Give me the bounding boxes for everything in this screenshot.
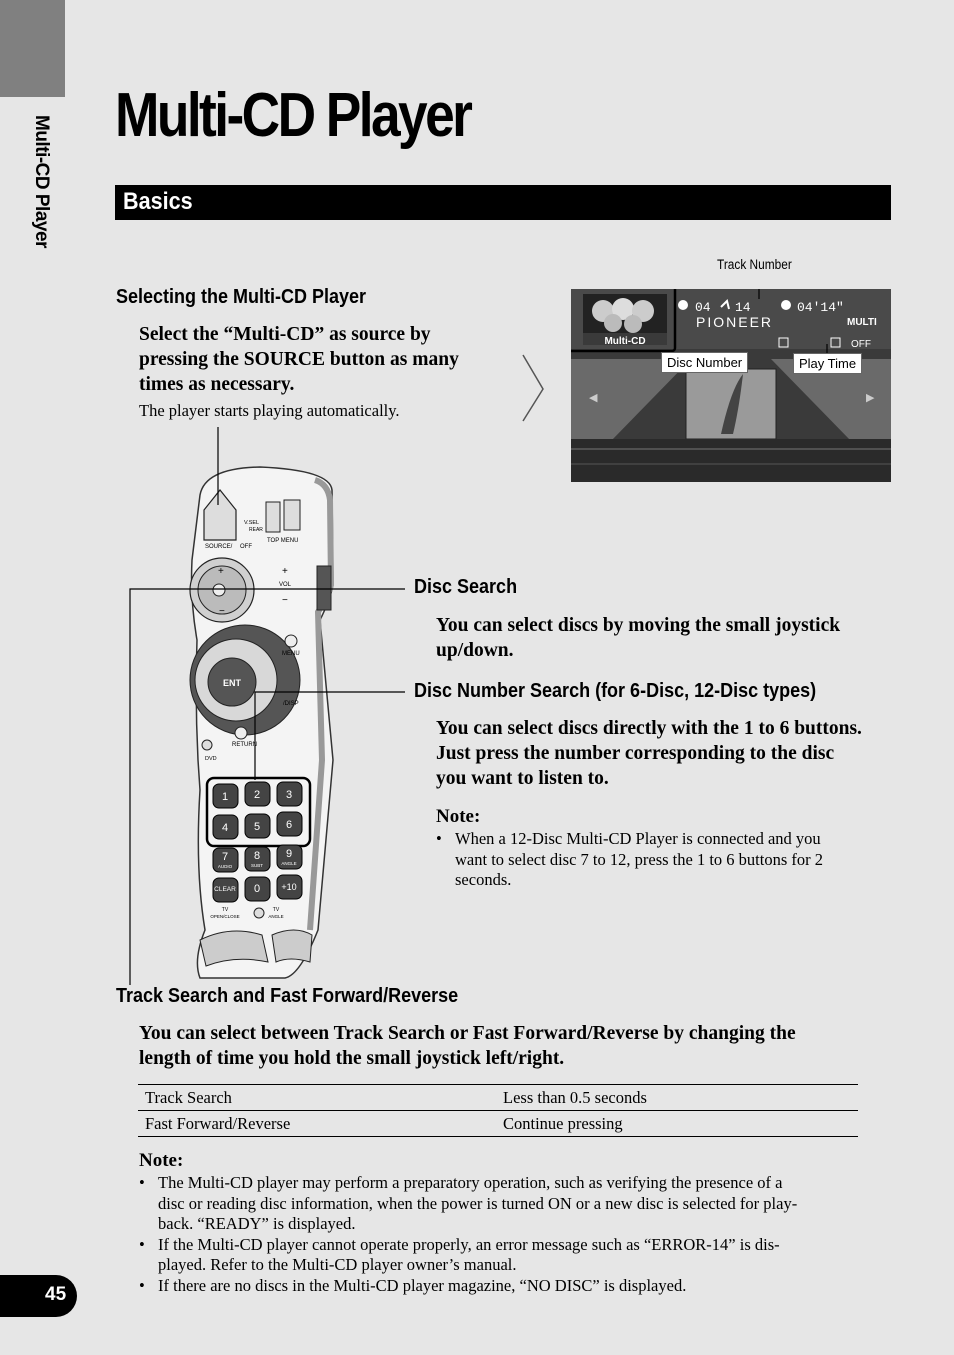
disc-search-heading: Disc Search <box>414 576 518 598</box>
ent-label: ENT <box>223 678 241 688</box>
disc-number-search-text: You can select discs directly with the 1 to 6 buttons. Just press the number corresponding to the disc you want to listen to. <box>436 718 862 789</box>
disc-note-title: Note: <box>436 806 481 827</box>
time-value: 04'14" <box>797 300 844 315</box>
svg-text:OPEN/CLOSE: OPEN/CLOSE <box>210 914 240 919</box>
disc-number-label: Disc Number <box>661 352 748 373</box>
top-menu-label: TOP MENU <box>267 538 299 544</box>
svg-text:◀: ◀ <box>589 392 598 404</box>
table-row: Track Search Less than 0.5 seconds <box>138 1085 858 1111</box>
svg-text:ANGLE: ANGLE <box>268 914 284 919</box>
page-title: Multi-CD Player <box>115 81 471 150</box>
svg-text:+: + <box>218 566 224 577</box>
source-label: SOURCE/ <box>205 544 233 550</box>
svg-text:7: 7 <box>221 851 229 863</box>
svg-text:6: 6 <box>285 819 293 831</box>
table-row: Fast Forward/Reverse Continue pressing <box>138 1111 858 1137</box>
svg-text:SUBT: SUBT <box>250 863 264 868</box>
track-search-heading: Track Search and Fast Forward/Reverse <box>116 985 459 1007</box>
svg-text:▶: ▶ <box>866 392 875 404</box>
selecting-instruction: Select the “Multi-CD” as source by pressing the SOURCE button as many times as necessary. <box>139 324 459 395</box>
arrow-right-icon <box>523 355 543 421</box>
svg-text:CLEAR: CLEAR <box>214 886 236 893</box>
disc-number-search-heading: Disc Number Search (for 6-Disc, 12-Disc types) <box>414 680 817 702</box>
timing-table <box>138 1084 858 1137</box>
page-number-tab <box>0 1275 77 1317</box>
page-number: 45 <box>45 1284 67 1305</box>
clock-icon <box>781 300 791 310</box>
play-time-label: Play Time <box>793 353 862 374</box>
svg-text:+10: +10 <box>281 882 297 892</box>
selecting-heading: Selecting the Multi-CD Player <box>116 286 367 308</box>
notes-title: Note: <box>139 1150 184 1171</box>
top-menu-button[interactable] <box>284 500 300 530</box>
notes-list <box>139 1173 879 1296</box>
disc-value: 04 <box>695 300 711 315</box>
svg-text:1: 1 <box>221 791 229 803</box>
off-label: OFF <box>240 544 252 550</box>
disc-note-item: • When a 12-Disc Multi-CD Player is connected and you want to select disc 7 to 12, press the 1 to 6 buttons for 2 seconds. <box>436 829 876 891</box>
vsel-label: V.SEL <box>244 520 260 526</box>
svg-text:0: 0 <box>253 883 261 895</box>
vol-label: VOL <box>279 582 292 588</box>
svg-text:−: − <box>219 606 225 617</box>
svg-text:AUDIO: AUDIO <box>217 864 233 869</box>
disp-label: /DISP <box>283 701 299 707</box>
return-label: RETURN <box>232 742 257 748</box>
section-title: Basics <box>123 188 193 215</box>
track-value: 14 <box>735 300 751 315</box>
selecting-result: The player starts playing automatically. <box>139 401 400 420</box>
svg-text:TV: TV <box>272 907 280 913</box>
source-name: Multi-CD <box>604 336 646 347</box>
svg-text:3: 3 <box>285 789 293 801</box>
list-item: • If there are no discs in the Multi-CD player magazine, “NO DISC” is displayed. <box>139 1276 879 1297</box>
disc-icon <box>678 300 688 310</box>
display-screen <box>571 289 891 482</box>
side-switch[interactable] <box>317 566 331 610</box>
disc-search-text: You can select discs by moving the small joystick up/down. <box>436 615 841 661</box>
rear-label: REAR <box>249 527 263 533</box>
svg-text:TV: TV <box>221 907 229 913</box>
svg-text:−: − <box>282 595 288 606</box>
off-text: OFF <box>851 339 871 350</box>
remote-control <box>190 467 333 978</box>
menu-label: MENU <box>282 651 300 657</box>
return-button[interactable] <box>235 727 247 739</box>
track-number-label: Track Number <box>717 257 792 272</box>
dvd-label: DVD <box>205 756 217 762</box>
vsel-button[interactable] <box>266 502 280 532</box>
list-item: • If the Multi-CD player cannot operate properly, an error message such as “ERROR-14” is dis- played. Refer to the Multi-CD player owner’s manual. <box>139 1235 879 1276</box>
svg-text:8: 8 <box>253 850 261 862</box>
svg-text:9: 9 <box>285 848 293 860</box>
mode-text: MULTI <box>847 317 877 328</box>
list-item: • The Multi-CD player may perform a preparatory operation, such as verifying the presence of a disc or reading disc information, when the power is turned ON or a new disc is selected for play- back. “READY” is displayed. <box>139 1173 879 1235</box>
disc-note-list <box>436 829 876 891</box>
svg-text:4: 4 <box>221 822 229 834</box>
side-label: Multi-CD Player <box>31 115 52 248</box>
svg-text:5: 5 <box>253 821 261 833</box>
svg-text:+: + <box>282 566 288 577</box>
menu-button[interactable] <box>285 635 297 647</box>
track-search-text: You can select between Track Search or Fast Forward/Reverse by changing the length of time you hold the small joystick left/right. <box>139 1023 796 1069</box>
title-text: PIONEER <box>696 314 774 330</box>
svg-text:ANGLE: ANGLE <box>281 861 297 866</box>
svg-text:2: 2 <box>253 789 261 801</box>
